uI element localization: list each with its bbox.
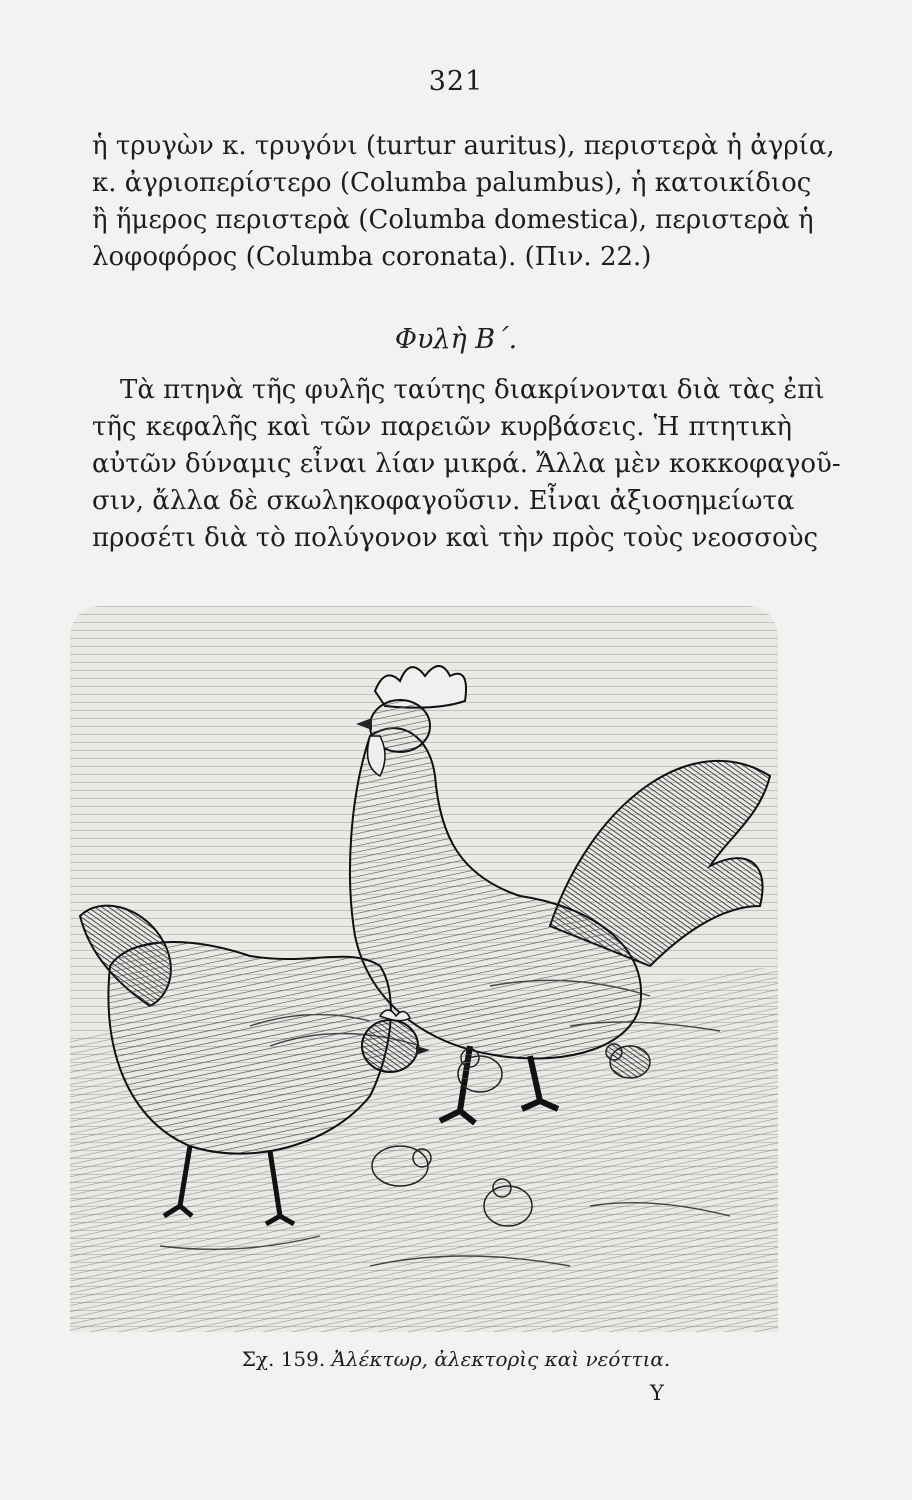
figure-caption-text: Ἀλέκτωρ, ἀλεκτορὶς καὶ νεόττια. [331, 1347, 671, 1371]
text-line: Τὰ πτηνὰ τῆς φυλῆς ταύτης διακρίνονται διὰ τὰς ἐπὶ [120, 375, 825, 405]
text-line: τῆς κεφαλῆς καὶ τῶν παρειῶν κυρβάσεις. Ἡ πτητικὴ [92, 412, 792, 442]
text-line: σιν, ἄλλα δὲ σκωληκοφαγοῦσιν. Εἶναι ἀξιοσημείωτα [92, 486, 795, 516]
engraving-illustration [70, 606, 778, 1332]
section-heading: Φυλὴ Β΄. [394, 324, 518, 355]
figure-caption [0, 1347, 912, 1371]
text-line: προσέτι διὰ τὸ πολύγονον καὶ τὴν πρὸς τοὺς νεοσσοὺς [92, 523, 819, 553]
paragraph-tribe-b [92, 372, 841, 557]
text-line: αὐτῶν δύναμις εἶναι λίαν μικρά. Ἄλλα μὲν κοκκοφαγοῦ- [92, 449, 841, 479]
rooster-hen-chicks-engraving [70, 606, 778, 1332]
text-line: ἡ τρυγὼν κ. τρυγόνι (turtur auritus), περιστερὰ ἡ ἀγρία, [92, 131, 835, 161]
text-line: κ. ἀγριοπερίστερο (Columba palumbus), ἡ κατοικίδιος [92, 168, 812, 198]
paragraph-doves [92, 128, 835, 276]
figure-number: Σχ. 159. [241, 1347, 326, 1371]
text-line: λοφοφόρος (Columba coronata). (Πιν. 22.) [92, 242, 652, 272]
signature-mark: Υ [650, 1381, 664, 1405]
page-number: 321 [428, 66, 484, 97]
text-line: ἢ ἥμερος περιστερὰ (Columba domestica), περιστερὰ ἡ [92, 205, 814, 235]
hen-head [362, 1020, 418, 1072]
